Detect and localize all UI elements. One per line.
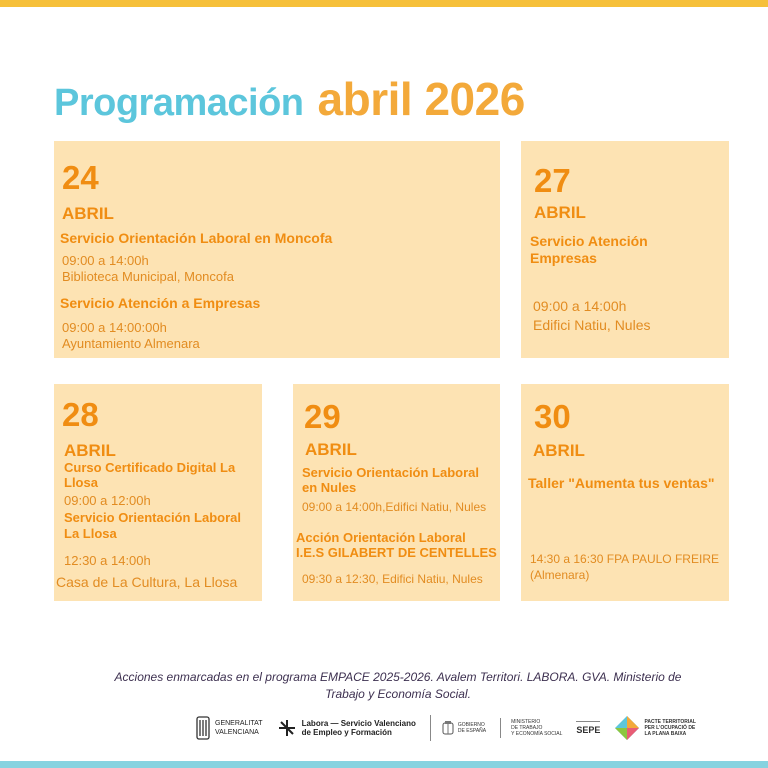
pacte-line-2: PER L'OCUPACIÓ DE (644, 725, 696, 731)
event-place: Ayuntamiento Almenara (62, 336, 200, 351)
pacte-line-1: PACTE TERRITORIAL (644, 719, 696, 725)
card-day: 28 (62, 396, 99, 433)
event-service-line: Servicio Orientación Laboral (302, 465, 479, 480)
page-title (54, 72, 525, 126)
ministerio-line-3: Y ECONOMÍA SOCIAL (511, 731, 563, 737)
top-accent-bar (0, 0, 768, 7)
ministerio-line-1: MINISTERIO (511, 719, 541, 725)
event-service: Taller "Aumenta tus ventas" (528, 475, 715, 491)
ministerio-logo (511, 719, 562, 737)
card-month: ABRIL (534, 203, 586, 222)
event-time: 09:00 a 14:00h (533, 298, 627, 314)
pacte-line-3: LA PLANA BAIXA (644, 731, 687, 737)
card-month: ABRIL (64, 441, 116, 460)
event-card-30 (521, 384, 729, 601)
event-service-line: Servicio Atención (530, 233, 648, 249)
bottom-accent-bar (0, 761, 768, 768)
logo-divider (430, 715, 431, 741)
labora-emblem-icon (277, 718, 297, 738)
event-time: 09:30 a 12:30, Edifici Natiu, Nules (302, 572, 483, 586)
footer-disclaimer (88, 669, 708, 703)
card-day: 29 (304, 398, 341, 435)
event-time: 09:00 a 14:00h (62, 253, 149, 268)
event-card-24 (54, 141, 500, 358)
ministerio-line-2: DE TRABAJO (511, 725, 543, 731)
event-time: 09:00 a 14:00:00h (62, 320, 167, 335)
pacte-emblem-icon (614, 715, 640, 741)
event-service-line: Curso Certificado Digital La (64, 460, 236, 475)
gobierno-line-2: DE ESPAÑA (457, 728, 487, 734)
event-service-line: en Nules (302, 480, 357, 495)
title-programacion: Programación (54, 82, 304, 124)
event-service: Servicio Orientación Laboral en Moncofa (60, 230, 333, 246)
event-time: 12:30 a 14:00h (64, 553, 151, 568)
event-time: 09:00 a 14:00h,Edifici Natiu, Nules (302, 500, 487, 514)
card-month: ABRIL (305, 440, 357, 459)
event-service-line: Empresas (530, 250, 597, 266)
event-service-line: Acción Orientación Laboral (296, 530, 466, 545)
card-month: ABRIL (62, 204, 114, 223)
gobierno-logo (441, 720, 486, 736)
event-time: 09:00 a 12:00h (64, 493, 151, 508)
spain-coat-of-arms-icon (441, 720, 455, 736)
sponsor-logos (196, 713, 710, 743)
event-time: 14:30 a 16:30 FPA PAULO FREIRE (530, 552, 719, 566)
event-card-28 (54, 384, 262, 601)
footer-line-1: Acciones enmarcadas en el programa EMPACE 2025-2026. Avalem Territori. LABORA. GVA. Ministerio de (114, 670, 682, 684)
card-day: 30 (534, 398, 571, 435)
event-service-line: I.E.S GILABERT DE CENTELLES (296, 545, 497, 560)
logo-divider (500, 718, 501, 738)
gobierno-line-1: GOBIERNO (457, 722, 485, 728)
event-service-line: La Llosa (64, 526, 117, 541)
gva-logo (196, 716, 263, 740)
event-service: Servicio Atención a Empresas (60, 295, 261, 311)
event-place: (Almenara) (530, 568, 590, 582)
event-card-29 (293, 384, 500, 601)
sepe-label: SEPE (576, 721, 600, 735)
card-month: ABRIL (533, 441, 585, 460)
labora-logo (277, 718, 416, 738)
sepe-logo (576, 721, 600, 735)
labora-line-2: de Empleo y Formación (301, 728, 392, 737)
card-day: 27 (534, 162, 571, 199)
event-place: Casa de La Cultura, La Llosa (56, 574, 238, 590)
pacte-logo (614, 715, 695, 741)
title-month-year: abril 2026 (317, 73, 525, 125)
footer-line-2: Trabajo y Economía Social. (325, 687, 471, 701)
event-card-27 (521, 141, 729, 358)
event-service-line: Llosa (64, 475, 98, 490)
event-place: Edifici Natiu, Nules (533, 317, 651, 333)
labora-line-1: Labora — Servicio Valenciano (301, 719, 416, 728)
event-service-line: Servicio Orientación Laboral (64, 510, 241, 525)
event-place: Biblioteca Municipal, Moncofa (62, 269, 234, 284)
card-day: 24 (62, 159, 99, 196)
gva-line-2: VALENCIANA (215, 729, 259, 736)
gva-emblem-icon (196, 716, 210, 740)
gva-line-1: GENERALITAT (215, 720, 263, 727)
